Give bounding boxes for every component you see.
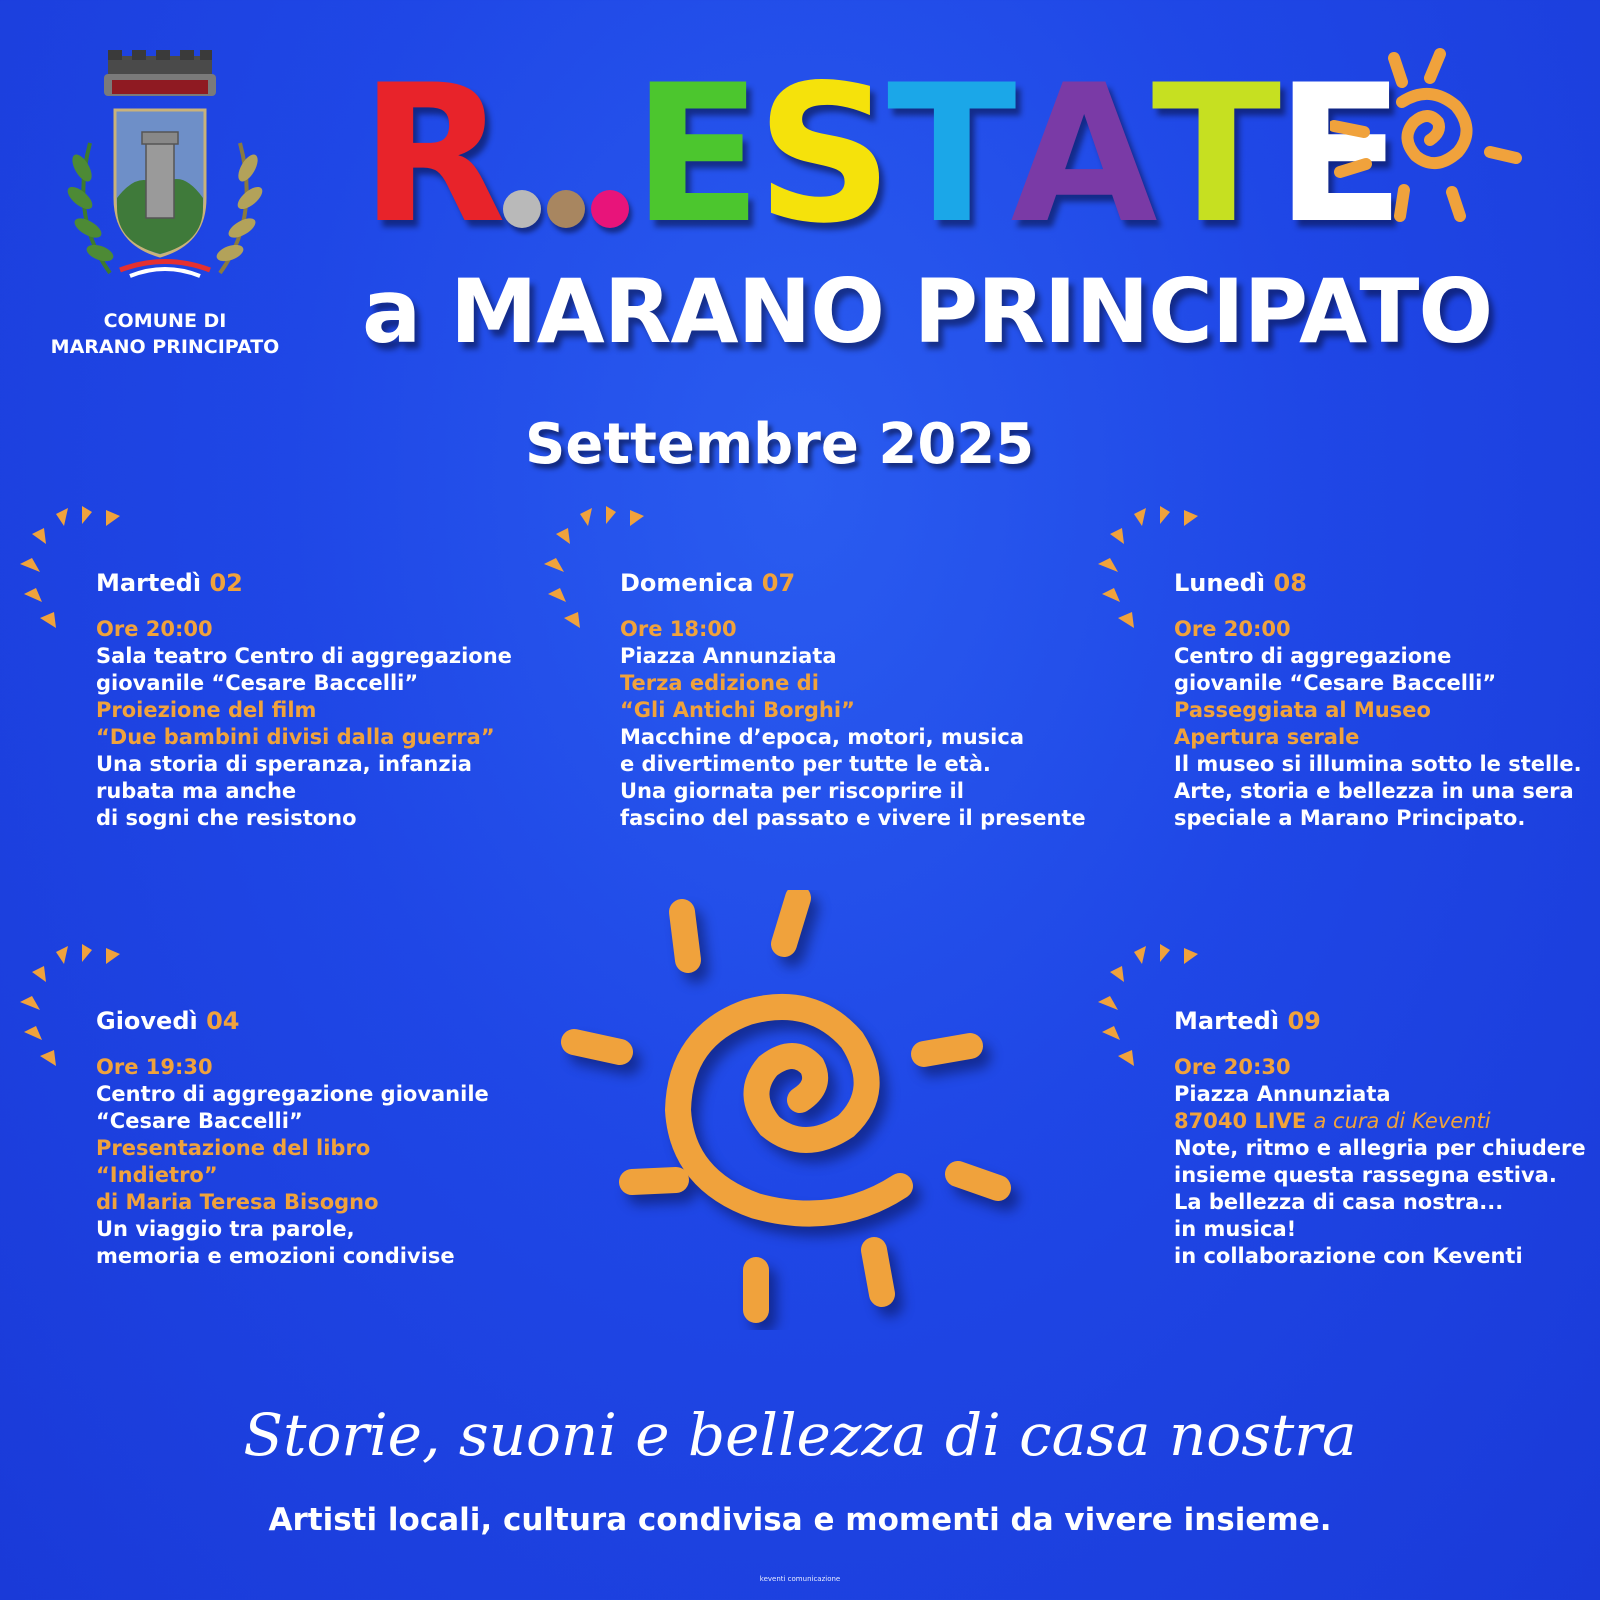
title-dot-brown xyxy=(547,190,585,228)
event-date xyxy=(1174,568,1600,598)
event-description: in musica! xyxy=(1174,1217,1297,1241)
event-description: di sogni che resistono xyxy=(96,806,357,830)
event-date xyxy=(96,1006,596,1036)
sun-arc-icon xyxy=(20,944,130,1074)
event-day-number: 07 xyxy=(761,569,796,597)
sun-arc-icon xyxy=(20,506,130,636)
month-heading: Settembre 2025 xyxy=(525,412,1035,477)
event-time: Ore 20:30 xyxy=(1174,1055,1291,1079)
event-title-line: “Due bambini divisi dalla guerra” xyxy=(96,725,495,749)
title-letter-a: A xyxy=(1010,44,1152,265)
event-curator: a cura di Keventi xyxy=(1313,1109,1491,1133)
event-title-line: Passeggiata al Museo xyxy=(1174,698,1431,722)
title-letter-t2: T xyxy=(1151,44,1276,265)
event-time: Ore 20:00 xyxy=(96,617,213,641)
event-card xyxy=(1174,1006,1600,1270)
event-description: insieme questa rassegna estiva. xyxy=(1174,1163,1557,1187)
event-description: Arte, storia e bellezza in una sera xyxy=(1174,779,1574,803)
event-description: Macchine d’epoca, motori, musica xyxy=(620,725,1025,749)
comune-crest-icon xyxy=(60,48,270,288)
comune-label xyxy=(20,308,310,360)
comune-line2: MARANO PRINCIPATO xyxy=(50,336,280,358)
event-time: Ore 19:30 xyxy=(96,1055,213,1079)
event-day-number: 02 xyxy=(209,569,243,597)
event-day-number: 08 xyxy=(1273,569,1307,597)
credit-text: keventi comunicazione xyxy=(759,1575,841,1583)
event-title-line xyxy=(1174,1108,1600,1135)
event-location: Sala teatro Centro di aggregazione xyxy=(96,644,512,668)
event-location: Centro di aggregazione xyxy=(1174,644,1452,668)
event-day: Lunedì xyxy=(1174,569,1266,597)
event-description: fascino del passato e vivere il presente xyxy=(620,806,1086,830)
event-location: giovanile “Cesare Baccelli” xyxy=(1174,671,1497,695)
event-description: Il museo si illumina sotto le stelle. xyxy=(1174,752,1582,776)
event-description: Note, ritmo e allegria per chiudere xyxy=(1174,1136,1586,1160)
event-card xyxy=(96,568,596,832)
event-day: Martedì xyxy=(96,569,202,597)
event-description: La bellezza di casa nostra... xyxy=(1174,1190,1504,1214)
event-description: Una giornata per riscoprire il xyxy=(620,779,964,803)
event-title-line: di Maria Teresa Bisogno xyxy=(96,1190,379,1214)
event-location: “Cesare Baccelli” xyxy=(96,1109,303,1133)
event-date xyxy=(1174,1006,1600,1036)
event-title-name: 87040 LIVE xyxy=(1174,1109,1307,1133)
event-description: memoria e emozioni condivise xyxy=(96,1244,455,1268)
bottom-slogan: Artisti locali, cultura condivisa e momenti da vivere insieme. xyxy=(268,1502,1332,1538)
event-description: Una storia di speranza, infanzia xyxy=(96,752,472,776)
event-subtitle: a MARANO PRINCIPATO xyxy=(362,260,1493,363)
event-card xyxy=(620,568,1120,832)
event-day: Domenica xyxy=(620,569,754,597)
event-description: in collaborazione con Keventi xyxy=(1174,1244,1523,1268)
event-title xyxy=(360,44,1400,265)
title-letter-e: E xyxy=(632,44,757,265)
event-description: Un viaggio tra parole, xyxy=(96,1217,355,1241)
event-date xyxy=(620,568,1120,598)
title-dot-pink xyxy=(591,190,629,228)
title-letter-t: T xyxy=(886,44,1011,265)
event-time: Ore 20:00 xyxy=(1174,617,1291,641)
title-letter-s: S xyxy=(756,44,887,265)
event-day: Giovedì xyxy=(96,1007,198,1035)
event-location: Centro di aggregazione giovanile xyxy=(96,1082,489,1106)
event-title-line: “Gli Antichi Borghi” xyxy=(620,698,855,722)
event-date xyxy=(96,568,596,598)
event-time: Ore 18:00 xyxy=(620,617,737,641)
event-title-line: Terza edizione di xyxy=(620,671,819,695)
event-description: rubata ma anche xyxy=(96,779,297,803)
small-sun-icon xyxy=(1330,40,1530,240)
event-title-line: Proiezione del film xyxy=(96,698,317,722)
event-title-line: “Indietro” xyxy=(96,1163,218,1187)
sun-arc-icon xyxy=(1098,944,1208,1074)
title-letter-r: R xyxy=(360,44,501,265)
event-location: giovanile “Cesare Baccelli” xyxy=(96,671,419,695)
sun-arc-icon xyxy=(544,506,654,636)
big-sun-icon xyxy=(560,890,1040,1330)
tagline: Storie, suoni e bellezza di casa nostra xyxy=(243,1401,1357,1469)
event-title-line: Apertura serale xyxy=(1174,725,1360,749)
event-day: Martedì xyxy=(1174,1007,1280,1035)
title-letter-e2: E xyxy=(1275,44,1400,265)
event-day-number: 09 xyxy=(1287,1007,1321,1035)
event-title-line: Presentazione del libro xyxy=(96,1136,371,1160)
event-card xyxy=(1174,568,1600,832)
event-description: e divertimento per tutte le età. xyxy=(620,752,991,776)
event-day-number: 04 xyxy=(206,1007,240,1035)
sun-arc-icon xyxy=(1098,506,1208,636)
title-dot-grey xyxy=(503,190,541,228)
event-card xyxy=(96,1006,596,1270)
comune-line1: COMUNE DI xyxy=(103,310,227,332)
event-description: speciale a Marano Principato. xyxy=(1174,806,1526,830)
event-location: Piazza Annunziata xyxy=(1174,1082,1391,1106)
event-location: Piazza Annunziata xyxy=(620,644,837,668)
